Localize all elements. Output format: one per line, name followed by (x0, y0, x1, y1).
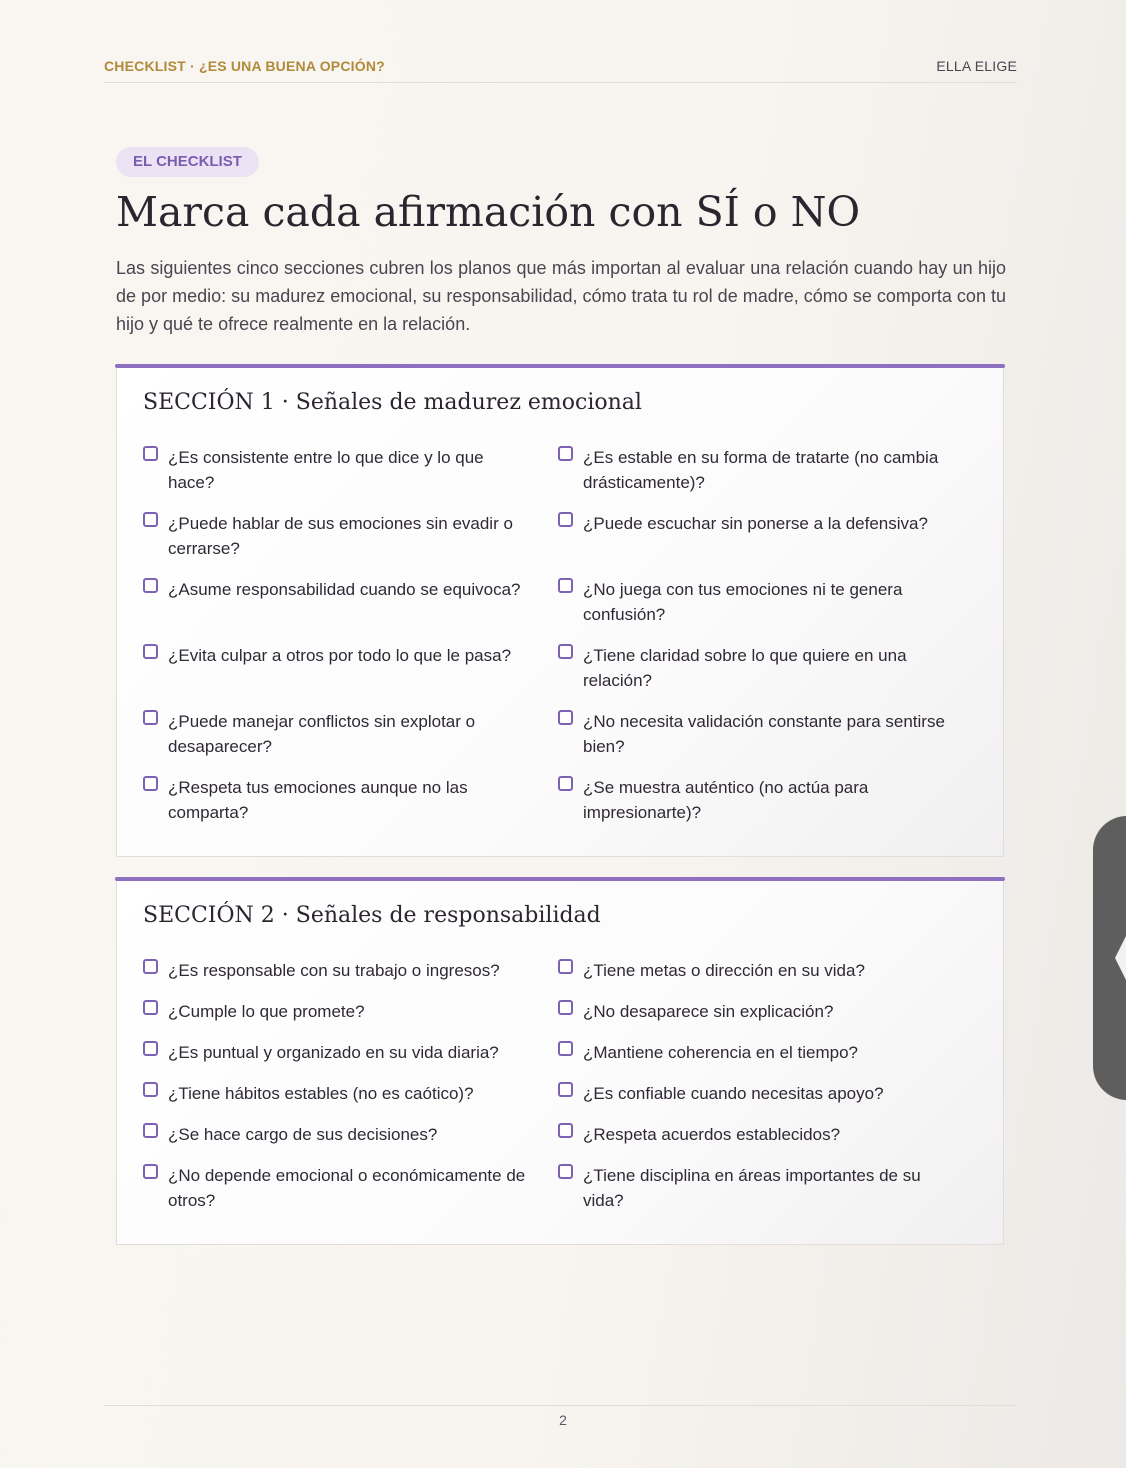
checkbox-icon[interactable] (143, 776, 158, 791)
checklist-item[interactable] (143, 445, 558, 495)
checklist-item[interactable] (558, 511, 973, 561)
checkbox-icon[interactable] (143, 446, 158, 461)
checkbox-icon[interactable] (558, 1041, 573, 1056)
checklist-item[interactable] (143, 958, 558, 983)
checkbox-icon[interactable] (143, 1041, 158, 1056)
checkbox-icon[interactable] (558, 1164, 573, 1179)
checklist-item-label: ¿Tiene disciplina en áreas importantes de su vida? (583, 1166, 921, 1210)
checklist-item[interactable] (558, 1163, 973, 1213)
checklist-item[interactable] (558, 577, 973, 627)
intro-paragraph: Las siguientes cinco secciones cubren los planos que más importan al evaluar una relación cuando hay un hijo de por medio: su madurez emocional, su responsabilidad, cómo trata tu rol de madre, cómo se comporta con tu hijo y qué te ofrece realmente en la relación. (116, 258, 1006, 334)
checklist-item[interactable] (143, 999, 558, 1024)
checklist-grid (143, 958, 977, 1213)
checklist-item[interactable] (558, 958, 973, 983)
checkbox-icon[interactable] (143, 1164, 158, 1179)
checklist-item[interactable] (143, 775, 558, 825)
checklist-item-label: ¿Es responsable con su trabajo o ingresos? (168, 961, 500, 980)
section-card-2 (116, 877, 1004, 1245)
checklist-item[interactable] (558, 643, 973, 693)
checklist-item[interactable] (558, 1081, 973, 1106)
checklist-item[interactable] (143, 643, 558, 693)
checklist-item[interactable] (558, 445, 973, 495)
checkbox-icon[interactable] (558, 959, 573, 974)
checkbox-icon[interactable] (143, 1000, 158, 1015)
checklist-item-label: ¿Puede hablar de sus emociones sin evadir o cerrarse? (168, 514, 513, 558)
running-header (104, 58, 1017, 83)
checkbox-icon[interactable] (143, 1123, 158, 1138)
header-document-title: CHECKLIST · ¿ES UNA BUENA OPCIÓN? (104, 58, 385, 74)
page-number: 2 (559, 1412, 567, 1428)
checklist-item[interactable] (143, 577, 558, 627)
checklist-item-label: ¿Respeta acuerdos establecidos? (583, 1125, 841, 1144)
checklist-item-label: ¿Es estable en su forma de tratarte (no cambia drásticamente)? (583, 448, 939, 492)
checklist-item-label: ¿Tiene claridad sobre lo que quiere en una relación? (583, 646, 907, 690)
footer-divider (104, 1405, 1017, 1406)
checklist-item-label: ¿Es confiable cuando necesitas apoyo? (583, 1084, 884, 1103)
checklist-item-label: ¿Puede escuchar sin ponerse a la defensiva? (583, 514, 928, 533)
checklist-item-label: ¿Puede manejar conflictos sin explotar o desaparecer? (168, 712, 476, 756)
checkbox-icon[interactable] (558, 1082, 573, 1097)
section-title: SECCIÓN 1 · Señales de madurez emocional (143, 390, 642, 415)
checklist-item-label: ¿Cumple lo que promete? (168, 1002, 365, 1021)
checklist-item[interactable] (143, 1163, 558, 1213)
checklist-item[interactable] (558, 1122, 973, 1147)
checklist-item-label: ¿Es puntual y organizado en su vida diaria? (168, 1043, 499, 1062)
checkbox-icon[interactable] (558, 710, 573, 725)
section-badge: EL CHECKLIST (116, 147, 259, 177)
checklist-item-label: ¿No desaparece sin explicación? (583, 1002, 834, 1021)
checklist-item-label: ¿Asume responsabilidad cuando se equivoca? (168, 580, 521, 599)
section-title: SECCIÓN 2 · Señales de responsabilidad (143, 903, 601, 928)
checkbox-icon[interactable] (558, 644, 573, 659)
checklist-item[interactable] (143, 511, 558, 561)
checklist-item[interactable] (143, 1081, 558, 1106)
checkbox-icon[interactable] (558, 512, 573, 527)
checkbox-icon[interactable] (143, 1082, 158, 1097)
checklist-item[interactable] (558, 709, 973, 759)
checklist-item[interactable] (143, 709, 558, 759)
checkbox-icon[interactable] (558, 776, 573, 791)
checklist-grid (143, 445, 977, 825)
checklist-item-label: ¿No necesita validación constante para sentirse bien? (583, 712, 945, 756)
checkbox-icon[interactable] (143, 710, 158, 725)
checklist-item[interactable] (143, 1122, 558, 1147)
checkbox-icon[interactable] (558, 446, 573, 461)
checklist-item-label: ¿Se hace cargo de sus decisiones? (168, 1125, 438, 1144)
checkbox-icon[interactable] (558, 1000, 573, 1015)
checkbox-icon[interactable] (143, 578, 158, 593)
checklist-item-label: ¿Es consistente entre lo que dice y lo que hace? (168, 448, 484, 492)
checkbox-icon[interactable] (143, 644, 158, 659)
checkbox-icon[interactable] (558, 1123, 573, 1138)
checklist-item[interactable] (143, 1040, 558, 1065)
checklist-item-label: ¿No depende emocional o económicamente de otros? (168, 1166, 526, 1210)
checklist-item-label: ¿Mantiene coherencia en el tiempo? (583, 1043, 858, 1062)
checklist-item-label: ¿Se muestra auténtico (no actúa para impresionarte)? (583, 778, 869, 822)
checkbox-icon[interactable] (558, 578, 573, 593)
checklist-item-label: ¿Respeta tus emociones aunque no las comparta? (168, 778, 468, 822)
checklist-item[interactable] (558, 775, 973, 825)
side-panel-handle[interactable] (1093, 816, 1126, 1100)
checklist-item[interactable] (558, 999, 973, 1024)
checkbox-icon[interactable] (143, 959, 158, 974)
checkbox-icon[interactable] (143, 512, 158, 527)
page-title: Marca cada afirmación con SÍ o NO (116, 188, 861, 236)
checklist-item-label: ¿Evita culpar a otros por todo lo que le pasa? (168, 646, 512, 665)
checklist-item-label: ¿No juega con tus emociones ni te genera confusión? (583, 580, 903, 624)
checklist-item-label: ¿Tiene hábitos estables (no es caótico)? (168, 1084, 474, 1103)
checklist-item-label: ¿Tiene metas o dirección en su vida? (583, 961, 865, 980)
section-card-1 (116, 364, 1004, 857)
chevron-left-icon (1115, 934, 1126, 982)
checklist-item[interactable] (558, 1040, 973, 1065)
header-brand: ELLA ELIGE (936, 58, 1017, 74)
